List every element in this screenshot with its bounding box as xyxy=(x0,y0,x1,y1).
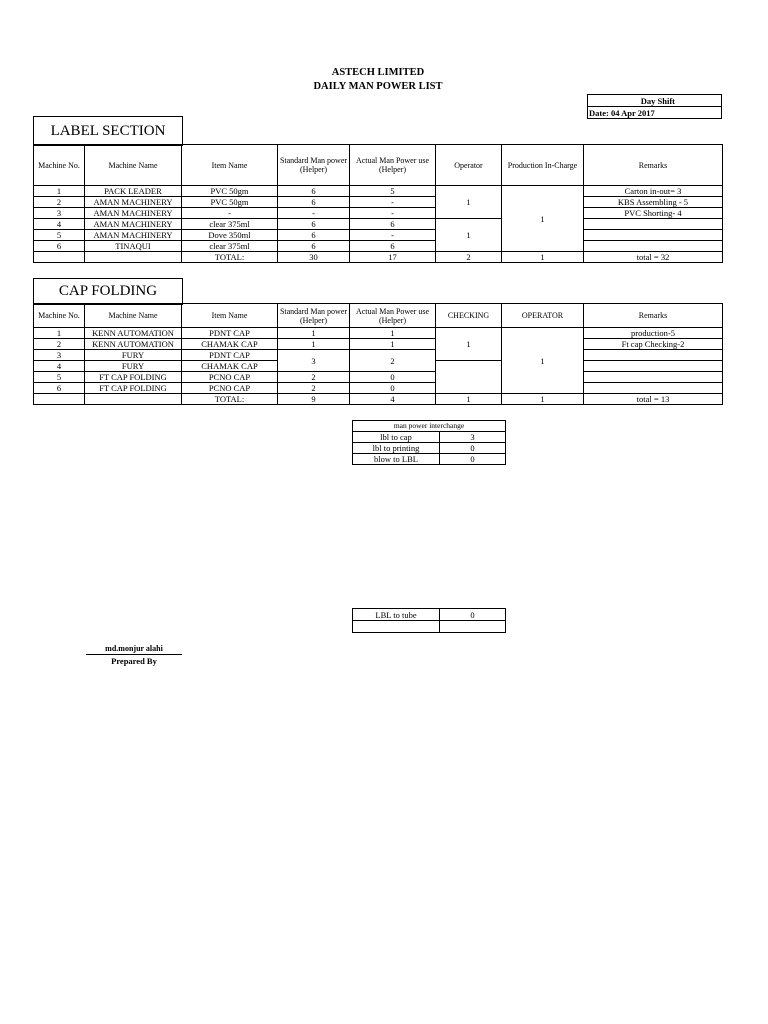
standard-power: - xyxy=(278,208,350,219)
interchange-value: 3 xyxy=(440,432,506,443)
table-row xyxy=(34,328,723,339)
actual-power: - xyxy=(350,208,436,219)
total-remarks: total = 32 xyxy=(584,252,723,263)
total-incharge: 1 xyxy=(502,252,584,263)
remarks xyxy=(584,372,723,383)
actual-power: 6 xyxy=(350,241,436,252)
machine-name: KENN AUTOMATION xyxy=(85,328,182,339)
operator-group-2: 1 xyxy=(436,219,502,252)
fury-actual-power: 2 xyxy=(350,350,436,372)
machine-no: 4 xyxy=(34,219,85,230)
total-standard: 30 xyxy=(278,252,350,263)
col-operator: OPERATOR xyxy=(502,304,584,328)
operator-group: 1 xyxy=(502,328,584,394)
remarks: Carton in-out= 3 xyxy=(584,186,723,197)
table-row xyxy=(34,350,723,361)
total-checking: 1 xyxy=(436,394,502,405)
machine-name: AMAN MACHINERY xyxy=(85,230,182,241)
machine-no: 1 xyxy=(34,328,85,339)
cap-folding-table xyxy=(33,303,723,405)
machine-name: AMAN MACHINERY xyxy=(85,208,182,219)
remarks xyxy=(584,350,723,361)
machine-no: 2 xyxy=(34,197,85,208)
item-name: PVC 50gm xyxy=(182,186,278,197)
item-name: - xyxy=(182,208,278,219)
tube-value xyxy=(440,621,506,633)
table-row xyxy=(34,230,723,241)
item-name: PDNT CAP xyxy=(182,350,278,361)
total-operator: 2 xyxy=(436,252,502,263)
machine-no: 3 xyxy=(34,350,85,361)
item-name: clear 375ml xyxy=(182,241,278,252)
table-row xyxy=(353,454,506,465)
total-remarks: total = 13 xyxy=(584,394,723,405)
table-row xyxy=(34,219,723,230)
remarks xyxy=(584,230,723,241)
machine-name: FURY xyxy=(85,350,182,361)
actual-power: - xyxy=(350,197,436,208)
total-row xyxy=(34,394,723,405)
interchange-value: 0 xyxy=(440,454,506,465)
remarks: PVC Shorting- 4 xyxy=(584,208,723,219)
actual-power: 0 xyxy=(350,372,436,383)
machine-no: 4 xyxy=(34,361,85,372)
total-operator: 1 xyxy=(502,394,584,405)
machine-no: 5 xyxy=(34,372,85,383)
checking-empty xyxy=(436,361,502,394)
label-section-title: LABEL SECTION xyxy=(33,116,183,146)
table-row xyxy=(34,339,723,350)
table-row xyxy=(353,432,506,443)
cap-folding-title: CAP FOLDING xyxy=(33,278,183,305)
interchange-table xyxy=(352,420,506,465)
col-checking: CHECKING xyxy=(436,304,502,328)
item-name: CHAMAK CAP xyxy=(182,339,278,350)
prepared-by-label: Prepared By xyxy=(111,656,157,666)
remarks xyxy=(584,241,723,252)
machine-no: 6 xyxy=(34,241,85,252)
machine-name: FURY xyxy=(85,361,182,372)
col-machine-name: Machine Name xyxy=(85,145,182,186)
empty-cell xyxy=(85,394,182,405)
table-row xyxy=(353,609,506,621)
empty-cell xyxy=(34,394,85,405)
col-operator: Operator xyxy=(436,145,502,186)
remarks: production-5 xyxy=(584,328,723,339)
col-standard-power: Standard Man power (Helper) xyxy=(278,304,350,328)
item-name: CHAMAK CAP xyxy=(182,361,278,372)
item-name: Dove 350ml xyxy=(182,230,278,241)
machine-name: AMAN MACHINERY xyxy=(85,197,182,208)
actual-power: 1 xyxy=(350,328,436,339)
table-row xyxy=(34,372,723,383)
col-remarks: Remarks xyxy=(584,145,723,186)
col-item-name: Item Name xyxy=(182,145,278,186)
standard-power: 6 xyxy=(278,241,350,252)
machine-name: KENN AUTOMATION xyxy=(85,339,182,350)
total-label: TOTAL: xyxy=(182,252,278,263)
machine-no: 2 xyxy=(34,339,85,350)
tube-label xyxy=(353,621,440,633)
col-machine-no: Machine No. xyxy=(34,304,85,328)
remarks xyxy=(584,383,723,394)
col-incharge: Production In-Charge xyxy=(502,145,584,186)
col-machine-no: Machine No. xyxy=(34,145,85,186)
interchange-title: man power interchange xyxy=(353,421,506,432)
actual-power: 5 xyxy=(350,186,436,197)
remarks xyxy=(584,361,723,372)
machine-no: 6 xyxy=(34,383,85,394)
total-actual: 17 xyxy=(350,252,436,263)
actual-power: - xyxy=(350,230,436,241)
tube-value: 0 xyxy=(440,609,506,621)
item-name: PDNT CAP xyxy=(182,328,278,339)
checking-group: 1 xyxy=(436,328,502,361)
table-row xyxy=(353,621,506,633)
machine-no: 1 xyxy=(34,186,85,197)
label-section-table xyxy=(33,144,723,263)
total-label: TOTAL: xyxy=(182,394,278,405)
col-actual-power: Actual Man Power use (Helper) xyxy=(350,145,436,186)
shift-date-box xyxy=(587,94,722,119)
remarks: Ft cap Checking-2 xyxy=(584,339,723,350)
interchange-label: lbl to cap xyxy=(353,432,440,443)
total-standard: 9 xyxy=(278,394,350,405)
col-actual-power: Actual Man Power use (Helper) xyxy=(350,304,436,328)
machine-name: PACK LEADER xyxy=(85,186,182,197)
standard-power: 6 xyxy=(278,219,350,230)
col-machine-name: Machine Name xyxy=(85,304,182,328)
item-name: PCNO CAP xyxy=(182,383,278,394)
interchange-label: blow to LBL xyxy=(353,454,440,465)
remarks: KBS Assembling - 5 xyxy=(584,197,723,208)
production-incharge: 1 xyxy=(502,186,584,252)
interchange-value: 0 xyxy=(440,443,506,454)
operator-group-1: 1 xyxy=(436,186,502,219)
machine-name: TINAQUI xyxy=(85,241,182,252)
shift-cell: Day Shift xyxy=(588,95,722,107)
machine-no: 3 xyxy=(34,208,85,219)
tube-label: LBL to tube xyxy=(353,609,440,621)
table-row xyxy=(34,186,723,197)
tube-table xyxy=(352,608,506,633)
company-name: ASTECH LIMITED xyxy=(331,67,425,78)
fury-standard-power: 3 xyxy=(278,350,350,372)
standard-power: 2 xyxy=(278,383,350,394)
col-remarks: Remarks xyxy=(584,304,723,328)
document-title: DAILY MAN POWER LIST xyxy=(313,81,443,92)
standard-power: 6 xyxy=(278,230,350,241)
empty-cell xyxy=(85,252,182,263)
date-cell: Date: 04 Apr 2017 xyxy=(588,107,722,119)
table-row xyxy=(353,443,506,454)
item-name: PVC 50gm xyxy=(182,197,278,208)
table-row xyxy=(34,208,723,219)
item-name: PCNO CAP xyxy=(182,372,278,383)
empty-cell xyxy=(34,252,85,263)
machine-name: FT CAP FOLDING xyxy=(85,372,182,383)
table-row xyxy=(34,383,723,394)
total-row xyxy=(34,252,723,263)
interchange-label: lbl to printing xyxy=(353,443,440,454)
remarks xyxy=(584,219,723,230)
actual-power: 1 xyxy=(350,339,436,350)
machine-no: 5 xyxy=(34,230,85,241)
standard-power: 1 xyxy=(278,328,350,339)
standard-power: 1 xyxy=(278,339,350,350)
actual-power: 0 xyxy=(350,383,436,394)
machine-name: AMAN MACHINERY xyxy=(85,219,182,230)
table-row xyxy=(34,197,723,208)
total-actual: 4 xyxy=(350,394,436,405)
standard-power: 6 xyxy=(278,197,350,208)
standard-power: 2 xyxy=(278,372,350,383)
prepared-by-name: md.monjur alahi xyxy=(86,644,182,655)
col-item-name: Item Name xyxy=(182,304,278,328)
actual-power: 6 xyxy=(350,219,436,230)
item-name: clear 375ml xyxy=(182,219,278,230)
col-standard-power: Standard Man power (Helper) xyxy=(278,145,350,186)
machine-name: FT CAP FOLDING xyxy=(85,383,182,394)
table-row xyxy=(34,241,723,252)
standard-power: 6 xyxy=(278,186,350,197)
